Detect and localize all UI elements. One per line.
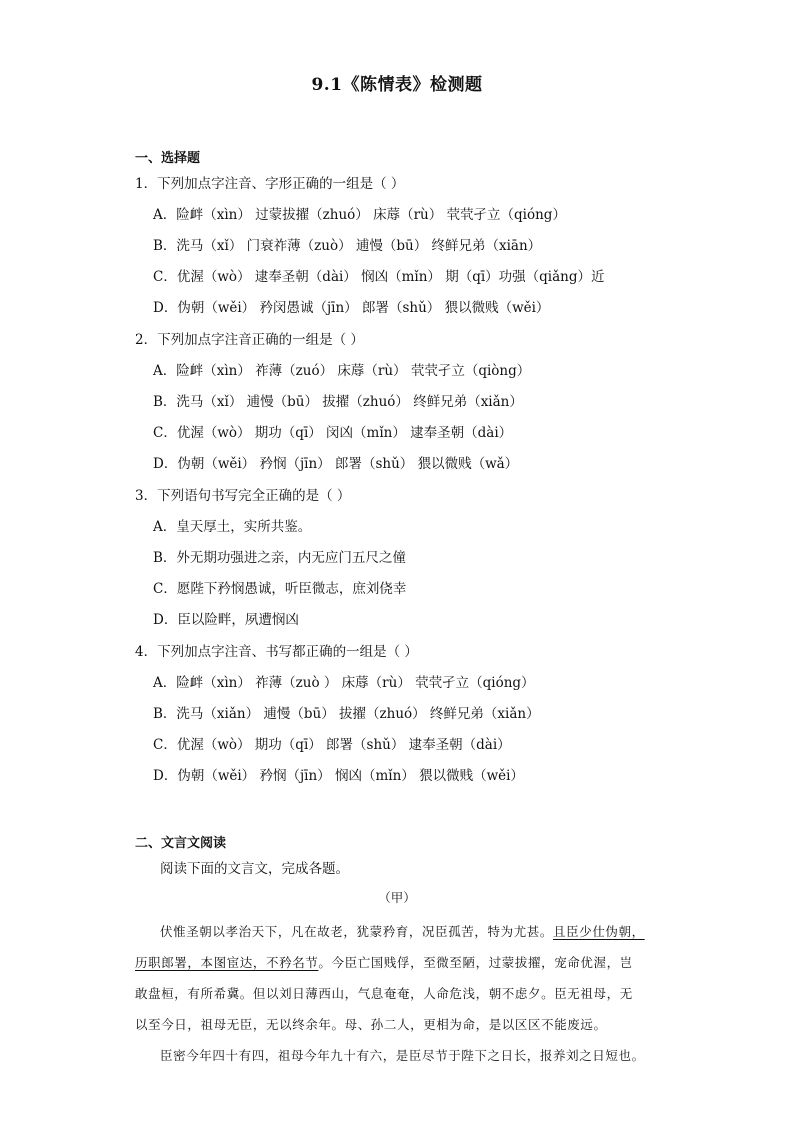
passage-line-2 bbox=[135, 953, 665, 971]
passage-line-1 bbox=[160, 922, 690, 940]
question-4-option-d: D．伪朝（wěi） 矜悯（jīn） 悯凶（mǐn） 猥以微贱（wěi） bbox=[153, 768, 524, 784]
question-2-option-c: C．优渥（wò） 期功（qī） 闵凶（mǐn） 逮奉圣朝（dài） bbox=[153, 425, 513, 441]
question-3-option-a: A．皇天厚土，实所共鉴。 bbox=[153, 519, 312, 535]
passage-line-5: 臣密今年四十有四，祖母今年九十有六，是臣尽节于陛下之日长，报养刘之日短也。 bbox=[160, 1048, 645, 1063]
passage-label: （甲） bbox=[378, 890, 416, 905]
question-3-option-c: C．愿陛下矜悯愚诚，听臣微志，庶刘侥幸 bbox=[153, 581, 407, 597]
reading-instructions: 阅读下面的文言文，完成各题。 bbox=[160, 861, 349, 877]
passage-line-3: 敢盘桓，有所希冀。但以刘日薄西山，气息奄奄，人命危浅，朝不虑夕。臣无祖母，无 bbox=[135, 986, 633, 1001]
question-4-stem: 4．下列加点字注音、书写都正确的一组是（ ） bbox=[135, 644, 418, 660]
question-1-option-c: C．优渥（wò） 逮奉圣朝（dài） 悯凶（mǐn） 期（qī）功强（qiǎng）近 bbox=[153, 269, 605, 285]
question-2-stem: 2．下列加点字注音正确的一组是（ ） bbox=[135, 332, 364, 348]
question-3-option-d: D．臣以险畔，夙遭悯凶 bbox=[153, 612, 299, 628]
underlined-sentence: 历职郎署，本图宦达，不矜名节 bbox=[135, 955, 319, 970]
question-1-option-b: B．洗马（xǐ） 门衰祚薄（zuò） 逋慢（bū） 终鲜兄弟（xiān） bbox=[153, 238, 542, 254]
passage-text: 伏惟圣朝以孝治天下，凡在故老，犹蒙矜育，况臣孤苦，特为尤甚。 bbox=[160, 924, 554, 939]
question-1-option-d: D．伪朝（wěi） 矜闵愚诚（jīn） 郎署（shǔ） 猥以微贱（wěi） bbox=[153, 300, 550, 316]
passage-text: 。今臣亡国贱俘，至微至陋，过蒙拔擢，宠命优渥，岂 bbox=[318, 955, 633, 970]
question-1-stem: 1．下列加点字注音、字形正确的一组是（ ） bbox=[135, 176, 405, 192]
passage-line-4: 以至今日，祖母无臣，无以终余年。母、孙二人，更相为命，是以区区不能废远。 bbox=[135, 1017, 607, 1032]
question-1-option-a: A．险衅（xìn） 过蒙拔擢（zhuó） 床蓐（rù） 茕茕孑立（qióng） bbox=[153, 207, 566, 223]
underlined-sentence: 且臣少仕伪朝， bbox=[553, 924, 645, 939]
question-2-option-d: D．伪朝（wěi） 矜悯（jīn） 郎署（shǔ） 猥以微贱（wǎ） bbox=[153, 456, 519, 472]
section-heading-reading: 二、文言文阅读 bbox=[135, 836, 227, 851]
question-4-option-b: B．洗马（xiǎn） 逋慢（bū） 拔擢（zhuó） 终鲜兄弟（xiǎn） bbox=[153, 706, 540, 722]
question-3-option-b: B．外无期功强进之亲，内无应门五尺之僮 bbox=[153, 550, 406, 566]
question-4-option-a: A．险衅（xìn） 祚薄（zuò ） 床蓐（rù） 茕茕孑立（qióng） bbox=[153, 675, 535, 691]
page-title: 9.1《陈情表》检测题 bbox=[311, 75, 483, 95]
question-2-option-a: A．险衅（xìn） 祚薄（zuó） 床蓐（rù） 茕茕孑立（qiòng） bbox=[153, 363, 531, 379]
question-4-option-c: C．优渥（wò） 期功（qī） 郎署（shǔ） 逮奉圣朝（dài） bbox=[153, 737, 511, 753]
section-heading-choice: 一、选择题 bbox=[135, 151, 201, 166]
question-3-stem: 3．下列语句书写完全正确的是（ ） bbox=[135, 488, 351, 504]
question-2-option-b: B．洗马（xǐ） 逋慢（bū） 拔擢（zhuó） 终鲜兄弟（xiǎn） bbox=[153, 394, 523, 410]
